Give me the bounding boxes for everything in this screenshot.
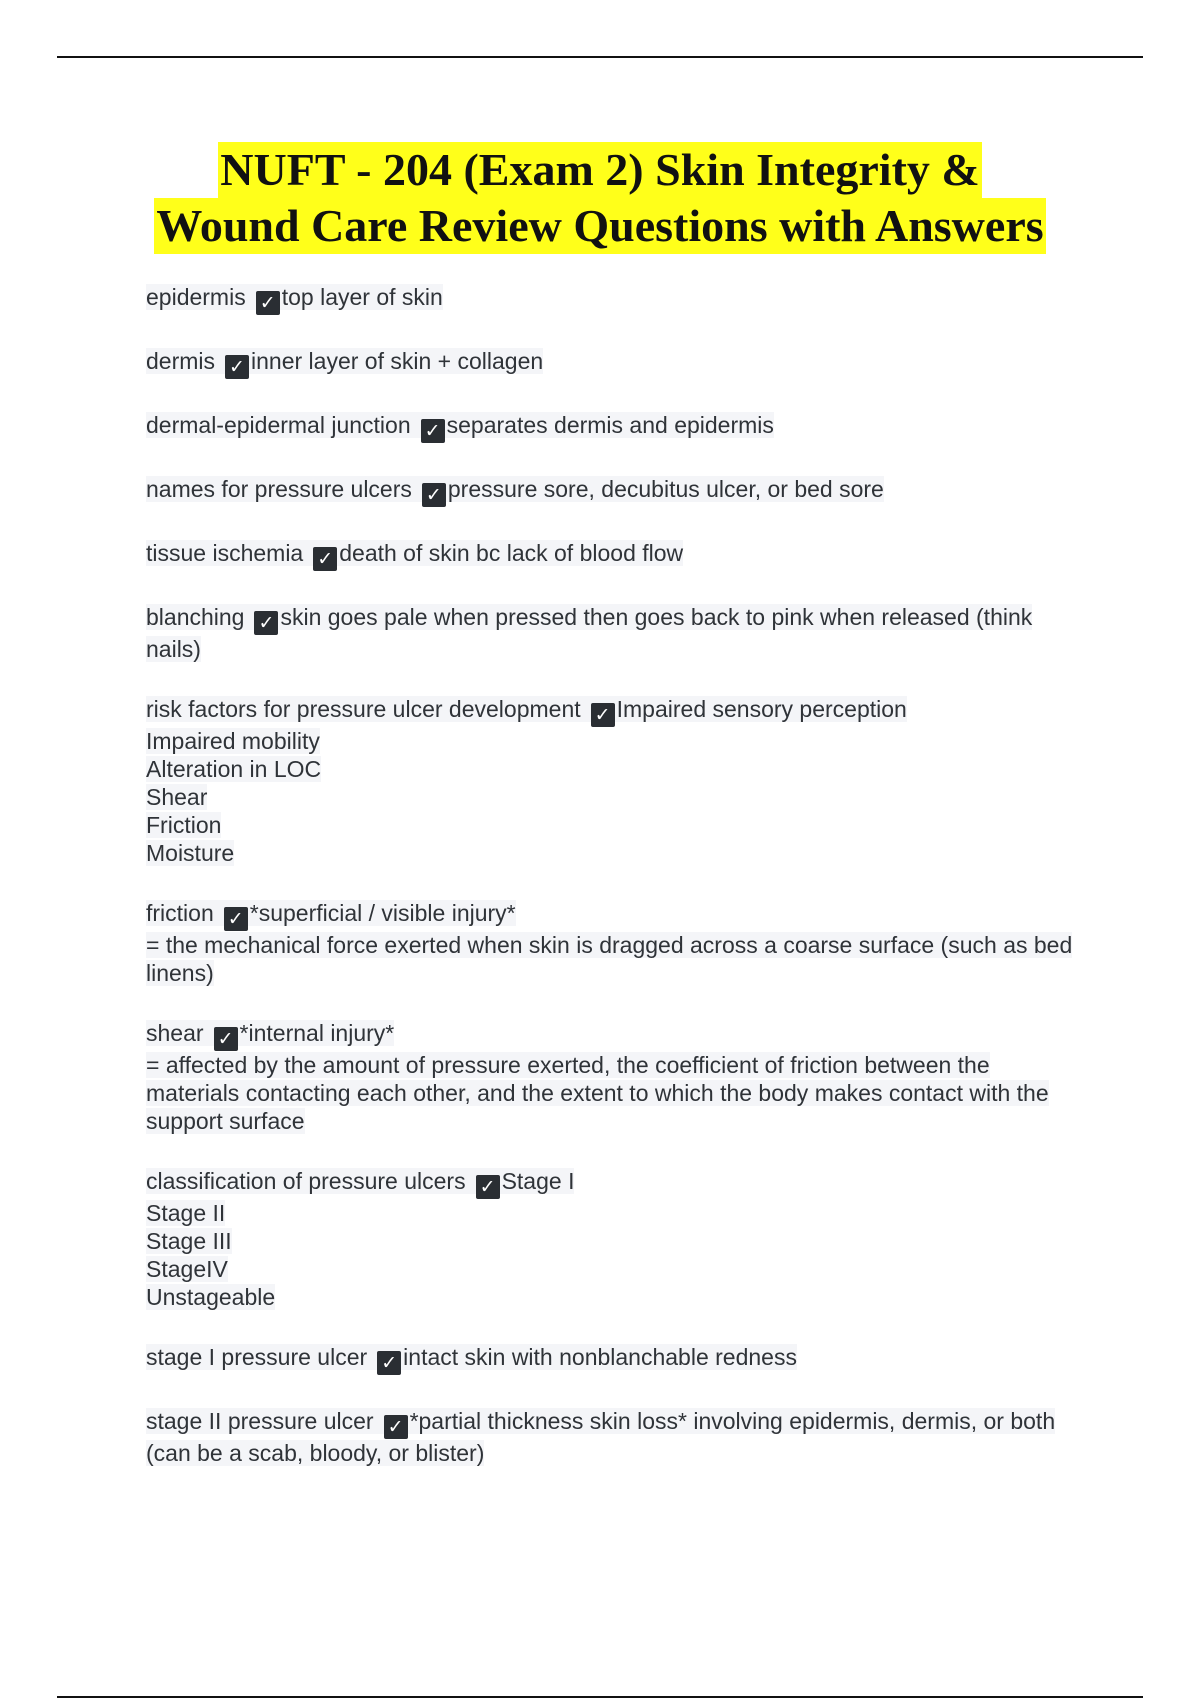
qa-first-row bbox=[146, 284, 443, 314]
qa-term: dermal-epidermal junction bbox=[146, 412, 411, 438]
qa-item bbox=[146, 1167, 1086, 1311]
qa-answer-line-text: Moisture bbox=[146, 840, 235, 866]
title-line-1: NUFT - 204 (Exam 2) Skin Integrity & bbox=[218, 142, 981, 198]
qa-term: classification of pressure ulcers bbox=[146, 1168, 466, 1194]
qa-first-row bbox=[146, 1344, 797, 1374]
qa-answer-line-text: Friction bbox=[146, 812, 222, 838]
qa-item bbox=[146, 1343, 1086, 1375]
qa-item bbox=[146, 539, 1086, 571]
checkmark-icon: ✓ bbox=[256, 291, 280, 315]
qa-first-row bbox=[146, 348, 544, 378]
checkmark-icon: ✓ bbox=[476, 1175, 500, 1199]
qa-first-row bbox=[146, 1020, 395, 1050]
checkmark-icon: ✓ bbox=[254, 611, 278, 635]
qa-item bbox=[146, 1019, 1086, 1135]
qa-answer-line bbox=[146, 1199, 1086, 1227]
checkmark-icon: ✓ bbox=[377, 1351, 401, 1375]
qa-answer-line-text: = the mechanical force exerted when skin is dragged across a coarse surface (such as bed linens) bbox=[146, 932, 1073, 986]
qa-term: tissue ischemia bbox=[146, 540, 304, 566]
qa-first-row bbox=[146, 540, 684, 570]
qa-first-row bbox=[146, 1168, 575, 1198]
qa-answer: intact skin with nonblanchable redness bbox=[403, 1344, 797, 1370]
qa-answer-line-text: Unstageable bbox=[146, 1284, 276, 1310]
qa-answer: *superficial / visible injury* bbox=[249, 900, 516, 926]
bottom-rule bbox=[57, 1696, 1143, 1698]
qa-answer-line bbox=[146, 755, 1086, 783]
qa-answer-line bbox=[146, 811, 1086, 839]
checkmark-icon: ✓ bbox=[313, 547, 337, 571]
qa-first-row bbox=[146, 900, 516, 930]
qa-answer-line bbox=[146, 839, 1086, 867]
qa-answer-line-text: Impaired mobility bbox=[146, 728, 320, 754]
qa-answer: death of skin bc lack of blood flow bbox=[339, 540, 684, 566]
qa-first-row bbox=[146, 696, 907, 726]
qa-answer-line bbox=[146, 1255, 1086, 1283]
qa-term: risk factors for pressure ulcer development bbox=[146, 696, 581, 722]
qa-term: blanching bbox=[146, 604, 245, 630]
qa-term: names for pressure ulcers bbox=[146, 476, 412, 502]
qa-answer-line bbox=[146, 1227, 1086, 1255]
checkmark-icon: ✓ bbox=[214, 1027, 238, 1051]
qa-item bbox=[146, 283, 1086, 315]
qa-term: friction bbox=[146, 900, 214, 926]
qa-term: stage II pressure ulcer bbox=[146, 1408, 374, 1434]
checkmark-icon: ✓ bbox=[422, 483, 446, 507]
qa-answer-line bbox=[146, 783, 1086, 811]
qa-answer: inner layer of skin + collagen bbox=[251, 348, 544, 374]
qa-answer-line bbox=[146, 1283, 1086, 1311]
qa-term: stage I pressure ulcer bbox=[146, 1344, 368, 1370]
qa-first-row bbox=[146, 476, 884, 506]
qa-item bbox=[146, 1407, 1086, 1467]
qa-answer: Stage I bbox=[501, 1168, 575, 1194]
qa-answer-line bbox=[146, 931, 1086, 987]
qa-first-row bbox=[146, 604, 1032, 662]
checkmark-icon: ✓ bbox=[591, 703, 615, 727]
qa-answer: pressure sore, decubitus ulcer, or bed sore bbox=[447, 476, 884, 502]
qa-answer: *partial thickness skin loss* involving epidermis, dermis, or both (can be a scab, bloody, or blister) bbox=[146, 1408, 1056, 1466]
qa-answer-line-text: StageIV bbox=[146, 1256, 228, 1282]
qa-answer-line-text: Shear bbox=[146, 784, 208, 810]
qa-term: dermis bbox=[146, 348, 216, 374]
checkmark-icon: ✓ bbox=[225, 355, 249, 379]
qa-term: epidermis bbox=[146, 284, 246, 310]
qa-first-row bbox=[146, 412, 774, 442]
qa-answer-line-text: Stage III bbox=[146, 1228, 232, 1254]
qa-item bbox=[146, 899, 1086, 987]
qa-answer-line bbox=[146, 727, 1086, 755]
top-rule bbox=[57, 56, 1143, 58]
qa-answer: top layer of skin bbox=[281, 284, 443, 310]
qa-item bbox=[146, 603, 1086, 663]
qa-answer: skin goes pale when pressed then goes back to pink when released (think nails) bbox=[146, 604, 1033, 662]
qa-answer-line-text: = affected by the amount of pressure exerted, the coefficient of friction between the materials contacting each other, and the extent to which the body makes contact with the support surface bbox=[146, 1052, 1049, 1134]
qa-list bbox=[146, 283, 1086, 1499]
qa-item bbox=[146, 411, 1086, 443]
qa-term: shear bbox=[146, 1020, 204, 1046]
checkmark-icon: ✓ bbox=[421, 419, 445, 443]
qa-item bbox=[146, 695, 1086, 867]
checkmark-icon: ✓ bbox=[224, 907, 248, 931]
qa-answer-line bbox=[146, 1051, 1086, 1135]
qa-first-row bbox=[146, 1408, 1055, 1466]
qa-answer: Impaired sensory perception bbox=[616, 696, 907, 722]
qa-item bbox=[146, 475, 1086, 507]
qa-answer: *internal injury* bbox=[239, 1020, 395, 1046]
document-title bbox=[0, 142, 1200, 254]
checkmark-icon: ✓ bbox=[384, 1415, 408, 1439]
qa-answer: separates dermis and epidermis bbox=[446, 412, 774, 438]
qa-answer-line-text: Stage II bbox=[146, 1200, 226, 1226]
title-line-2: Wound Care Review Questions with Answers bbox=[154, 198, 1045, 254]
qa-item bbox=[146, 347, 1086, 379]
qa-answer-line-text: Alteration in LOC bbox=[146, 756, 322, 782]
